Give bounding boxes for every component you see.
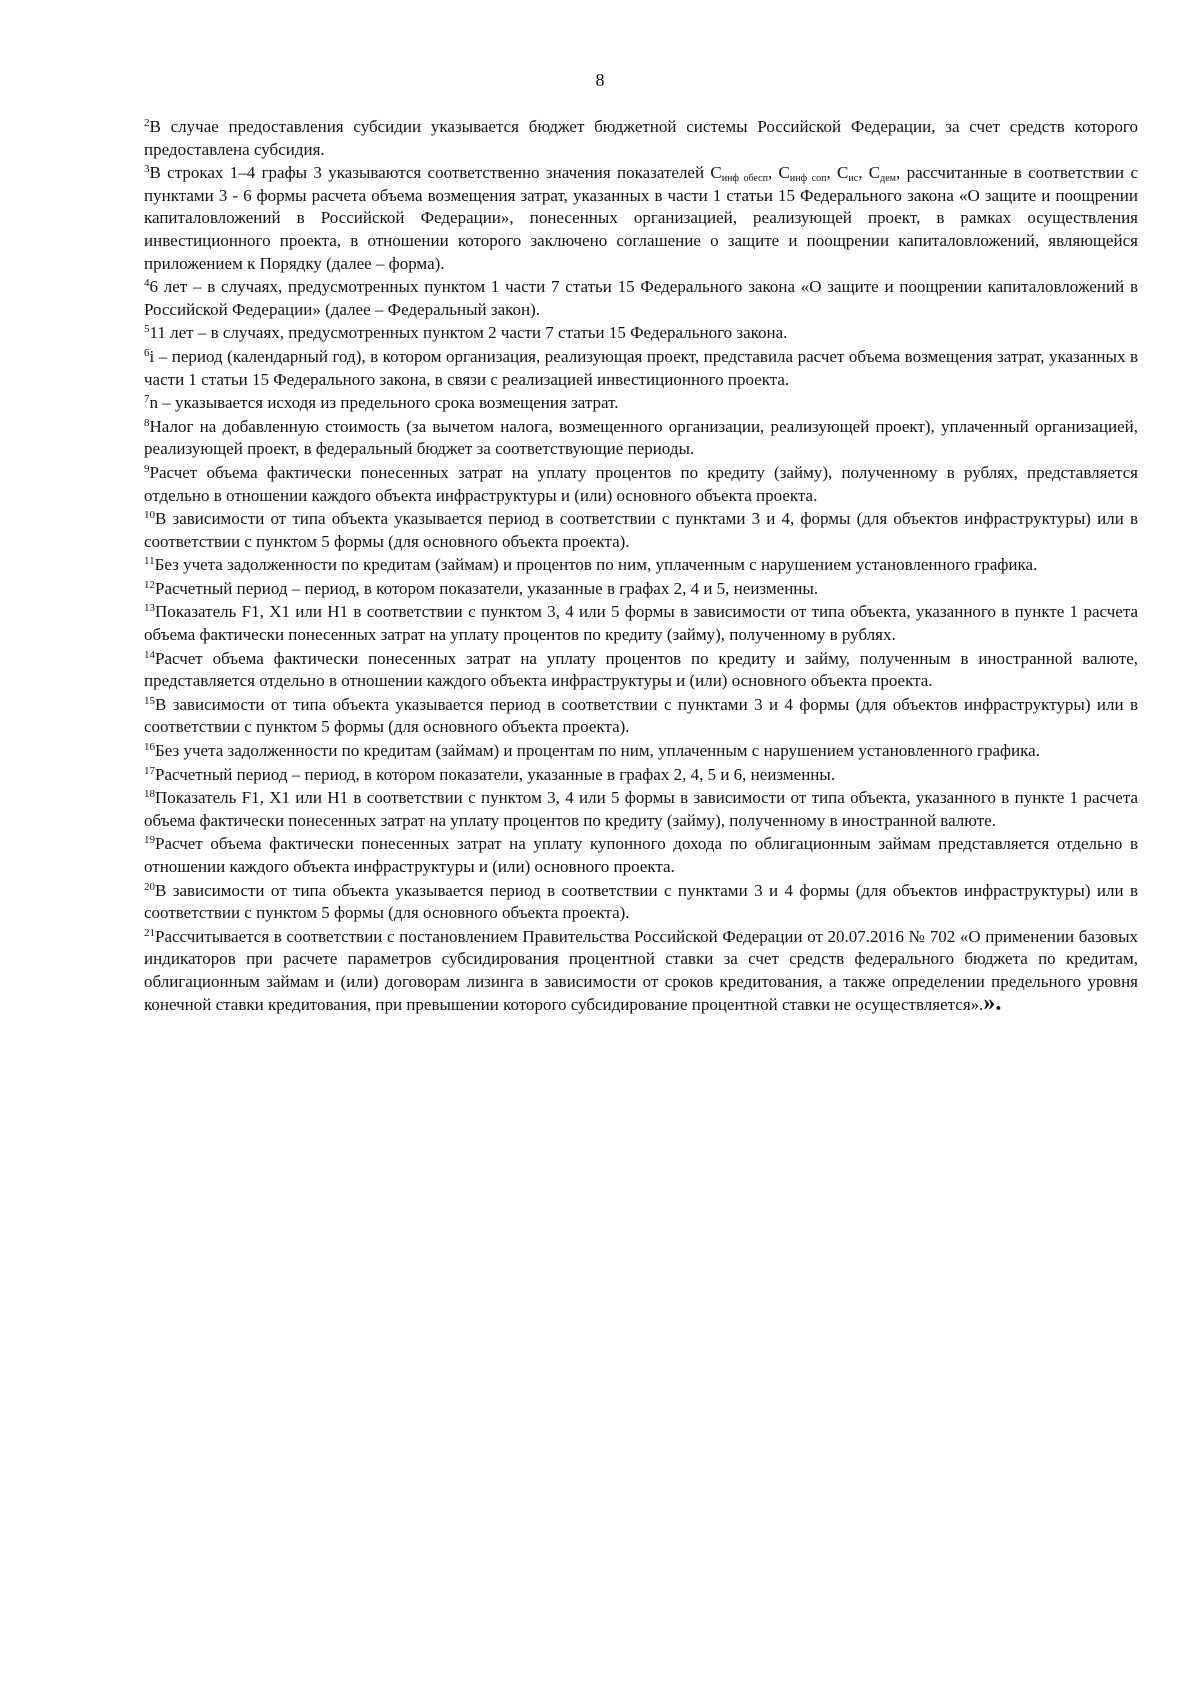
footnote-text: n – указывается исходя из предельного срока возмещения затрат. <box>149 393 619 413</box>
footnote-text: , С <box>767 163 790 183</box>
footnote-3 <box>144 162 1138 275</box>
footnotes-list <box>144 116 1138 1017</box>
footnote-text: Показатель F1, X1 или H1 в соответствии с пунктом 3, 4 или 5 формы в зависимости от типа объекта, указанного в пункте 1 расчета объема фактически понесенных затрат на уплату процентов по кредиту (займу), полученному в иностранной валюте. <box>144 788 1138 830</box>
footnote-text: В случае предоставления субсидии указывается бюджет бюджетной системы Российской Федерации, за счет средств которого предоставлена субсидия. <box>144 117 1138 159</box>
footnote-marker: 6 <box>144 346 150 359</box>
footnote-10 <box>144 508 1138 553</box>
footnote-marker: 21 <box>144 926 155 939</box>
footnote-20 <box>144 880 1138 925</box>
footnote-16 <box>144 740 1138 763</box>
footnote-text: 11 лет – в случаях, предусмотренных пунктом 2 части 7 статьи 15 Федерального закона. <box>149 323 788 343</box>
index-subscript: инф обесп <box>721 173 768 185</box>
footnote-text: В зависимости от типа объекта указывается период в соответствии с пунктами 3 и 4 формы (для объектов инфраструктуры) или в соответствии с пунктом 5 формы (для основного объекта проекта). <box>144 880 1138 923</box>
footnote-text: В зависимости от типа объекта указывается период в соответствии с пунктами 3 и 4, формы (для объектов инфраструктуры) или в соответствии с пунктом 5 формы (для основного объекта проекта). <box>144 509 1138 551</box>
footnote-marker: 12 <box>144 578 155 591</box>
footnote-9 <box>144 462 1138 507</box>
footnote-marker: 19 <box>144 834 155 847</box>
footnote-21 <box>144 926 1138 1016</box>
footnote-14 <box>144 648 1138 693</box>
footnote-marker: 16 <box>144 741 155 754</box>
footnote-marker: 15 <box>144 694 155 707</box>
footnote-marker: 18 <box>144 788 155 801</box>
footnote-7 <box>144 392 1138 415</box>
footnote-text: i – период (календарный год), в котором организация, реализующая проект, представила расчет объема возмещения затрат, указанных в части 1 статьи 15 Федерального закона, в связи с реализацией инвестиционного проекта. <box>144 346 1138 389</box>
footnote-marker: 7 <box>144 393 150 406</box>
footnote-text: 6 лет – в случаях, предусмотренных пунктом 1 части 7 статьи 15 Федерального закона «О защите и поощрении капиталовложений в Российской Федерации» (далее – Федеральный закон). <box>144 277 1138 319</box>
footnote-marker: 17 <box>144 764 155 777</box>
footnote-11 <box>144 554 1138 577</box>
footnote-6 <box>144 346 1138 391</box>
footnote-12 <box>144 578 1138 601</box>
footnote-marker: 2 <box>144 117 150 129</box>
footnote-5 <box>144 322 1138 345</box>
footnote-text: , С <box>826 163 849 183</box>
footnote-marker: 14 <box>144 648 155 661</box>
footnote-17 <box>144 764 1138 787</box>
footnote-18 <box>144 787 1138 832</box>
footnote-marker: 10 <box>144 509 155 522</box>
footnote-13 <box>144 601 1138 646</box>
footnote-marker: 11 <box>144 555 155 568</box>
footnote-15 <box>144 694 1138 739</box>
footnote-marker: 5 <box>144 323 150 336</box>
footnote-2 <box>144 116 1138 161</box>
footnote-text: Расчет объема фактически понесенных затрат на уплату купонного дохода по облигационным займам представляется отдельно в отношении каждого объекта инфраструктуры и (или) основного проекта. <box>144 834 1138 876</box>
footnote-text: Рассчитывается в соответствии с постановлением Правительства Российской Федерации от 20.07.2016 № 702 «О применении базовых индикаторов при расчете параметров субсидирования процентной ставки за счет средств федерального бюджета по кредитам, облигационным займам и (или) договорам лизинга в зависимости от сроков кредитования, а также определении предельного уровня конечной ставки кредитования, при превышении которого субсидирование процентной ставки не осуществляется». <box>144 926 1138 1014</box>
footnote-marker: 3 <box>144 163 150 176</box>
footnote-marker: 8 <box>144 416 150 429</box>
footnote-text: Без учета задолженности по кредитам (займам) и процентов по ним, уплаченным с нарушением установленного графика. <box>154 555 1038 575</box>
page-number: 8 <box>595 70 605 90</box>
footnote-text: , рассчитанные в соответствии с пунктами 3 - 6 формы расчета объема возмещения затрат, указанных в части 1 статьи 15 Федерального закона «О защите и поощрении капиталовложений в Российской Федерации», понесенных организацией, реализующей проект, в рамках осуществления инвестиционного проекта, в отношении которого заключено соглашение о защите и поощрении капиталовложений, являющейся приложением к Порядку (далее – форма). <box>144 163 1139 273</box>
footnote-marker: 4 <box>144 277 150 290</box>
footnote-text: Показатель F1, X1 или H1 в соответствии с пунктом 3, 4 или 5 формы в зависимости от типа объекта, указанного в пункте 1 расчета объема фактически понесенных затрат на уплату процентов по кредиту (займу), полученному в рублях. <box>144 602 1138 645</box>
footnote-text: , С <box>858 163 881 183</box>
footnote-text: Расчетный период – период, в котором показатели, указанные в графах 2, 4, 5 и 6, неизменны. <box>155 764 836 784</box>
footnote-marker: 20 <box>144 880 155 893</box>
index-subscript: ис <box>848 173 859 185</box>
footnote-19 <box>144 833 1138 878</box>
footnote-text: Расчет объема фактически понесенных затрат на уплату процентов по кредиту и займу, полученным в иностранной валюте, представляется отдельно в отношении каждого объекта инфраструктуры и (или) основного объекта проекта. <box>144 648 1138 691</box>
footnote-text: Расчет объема фактически понесенных затрат на уплату процентов по кредиту (займу), полученному в рублях, представляется отдельно в отношении каждого объекта инфраструктуры и (или) основного объекта проекта. <box>144 462 1138 505</box>
footnote-text: Налог на добавленную стоимость (за вычетом налога, возмещенного организации, реализующей проект), уплаченный организацией, реализующей проект, в федеральный бюджет за соответствующие периоды. <box>144 416 1138 459</box>
footnote-4 <box>144 276 1138 321</box>
footnote-8 <box>144 416 1138 461</box>
index-subscript: инф соп <box>789 173 827 185</box>
footnote-text: Расчетный период – период, в котором показатели, указанные в графах 2, 4 и 5, неизменны. <box>155 578 819 598</box>
footnote-marker: 13 <box>144 602 155 615</box>
closing-quote-mark: ». <box>983 989 1002 1016</box>
footnote-marker: 9 <box>144 462 150 475</box>
footnote-text: В строках 1–4 графы 3 указываются соответственно значения показателей С <box>149 163 722 183</box>
footnote-text: Без учета задолженности по кредитам (займам) и процентам по ним, уплаченным с нарушением установленного графика. <box>155 741 1040 761</box>
index-subscript: дем <box>880 173 896 185</box>
footnote-text: В зависимости от типа объекта указывается период в соответствии с пунктами 3 и 4 формы (для объектов инфраструктуры) или в соответствии с пунктом 5 формы (для основного объекта проекта). <box>144 694 1138 737</box>
